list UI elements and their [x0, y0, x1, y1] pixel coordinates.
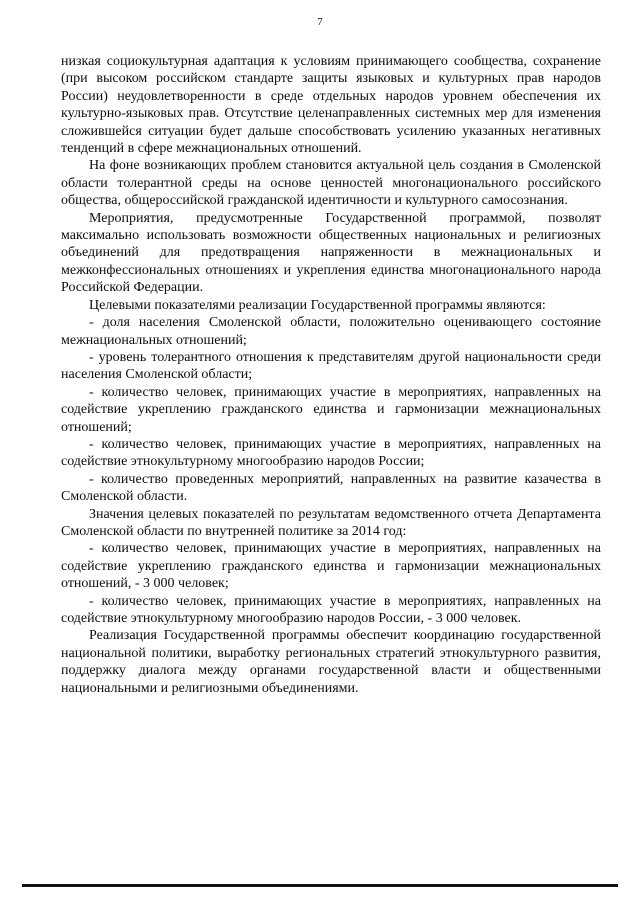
list-item-value: - количество человек, принимающих участие в мероприятиях, направленных на содействие укреплению гражданского единства и гармонизации межнациональных отношений, - 3 000 человек; — [61, 541, 601, 592]
paragraph-implementation: Реализация Государственной программы обеспечит координацию государственной национальной политики, выработку региональных стратегий этнокультурного развития, поддержку диалога между органами государственной власти и общественными национальными и религиозными объединениями. — [61, 628, 601, 696]
body-text — [61, 53, 601, 697]
bottom-rule — [22, 884, 618, 887]
list-item-value: - количество человек, принимающих участие в мероприятиях, направленных на содействие этнокультурному многообразию народов России, - 3 000 человек. — [61, 593, 601, 626]
page-number: 7 — [317, 16, 323, 28]
list-item-indicator: - количество проведенных мероприятий, направленных на развитие казачества в Смоленской области. — [61, 471, 601, 505]
list-item-indicator: - количество человек, принимающих участие в мероприятиях, направленных на содействие укреплению гражданского единства и гармонизации межнациональных отношений; — [61, 384, 601, 435]
paragraph-values-intro: Значения целевых показателей по результатам ведомственного отчета Департамента Смоленской области по внутренней политике за 2014 год: — [61, 506, 601, 539]
paragraph-problem-continuation: низкая социокультурная адаптация к условиям принимающего сообщества, сохранение (при высоком российском стандарте защиты языковых и культурных прав народов России) неудовлетворенности в среде отдельных народов уровнем обеспечения их культурно-языковых прав. Отсутствие целенаправленных системных мер для изменения сложившейся ситуации будет дальше способствовать усилению указанных негативных тенденций в сфере межнациональных отношений. — [61, 54, 601, 157]
list-item-indicator: - количество человек, принимающих участие в мероприятиях, направленных на содействие этнокультурному многообразию народов России; — [61, 436, 601, 470]
list-item-indicator: - уровень толерантного отношения к представителям другой национальности среди населения Смоленской области; — [61, 349, 601, 383]
paragraph-goal: На фоне возникающих проблем становится актуальной цель создания в Смоленской области толерантной среды на основе ценностей многонационального российского общества, общероссийской гражданской идентичности и культурного самосознания. — [61, 158, 601, 209]
list-item-indicator: - доля населения Смоленской области, положительно оценивающего состояние межнациональных отношений; — [61, 315, 601, 348]
paragraph-indicators-intro: Целевыми показателями реализации Государственной программы являются: — [89, 297, 546, 313]
paragraph-measures: Мероприятия, предусмотренные Государственной программой, позволят максимально использовать возможности общественных национальных и религиозных объединений для предотвращения напряженности в межнациональных и межконфессиональных отношениях и укрепления единства многонационального народа Российской Федерации. — [61, 210, 601, 296]
